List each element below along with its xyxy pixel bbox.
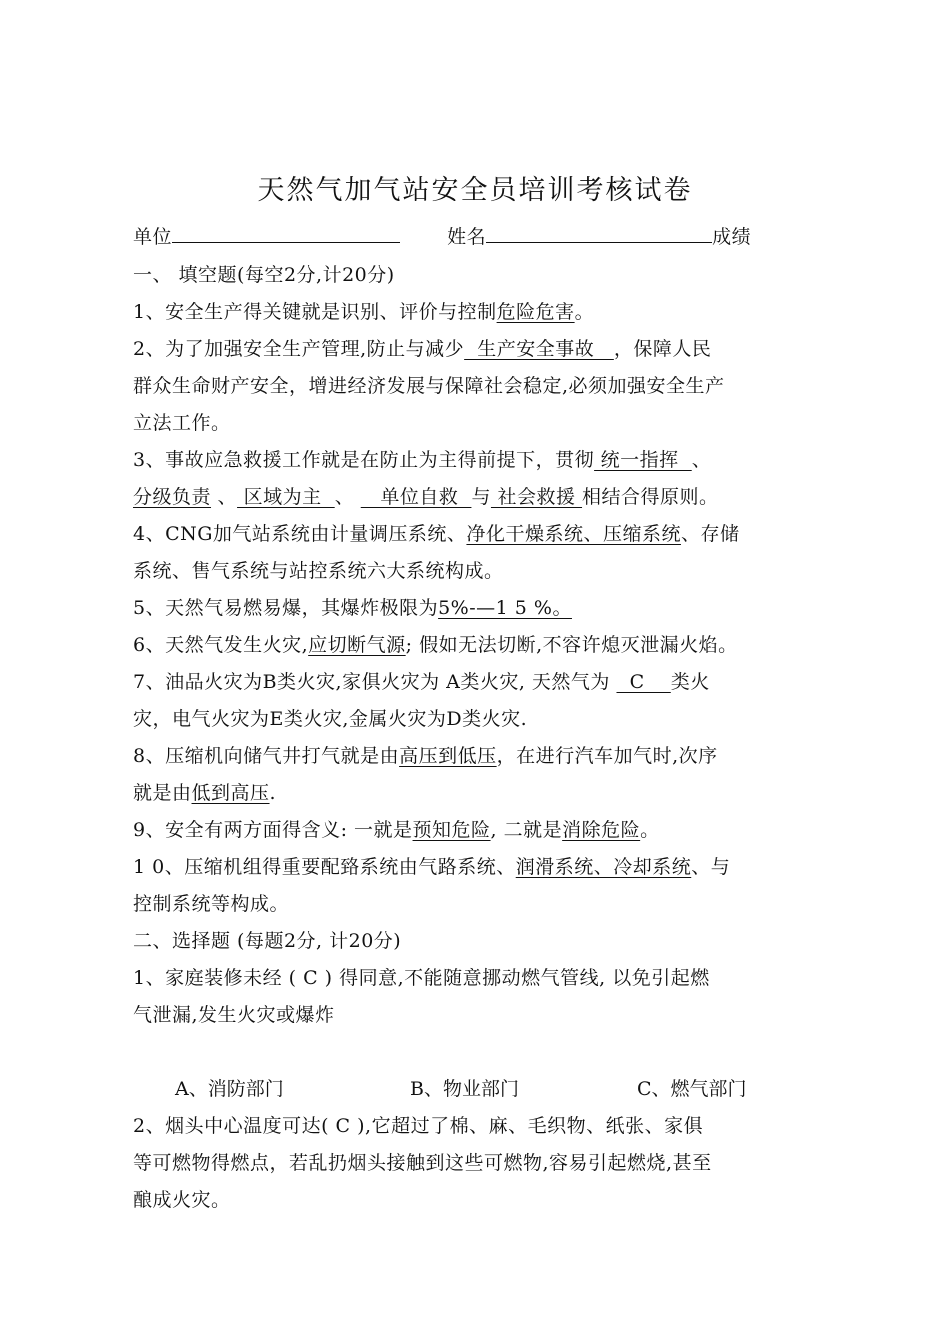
q6-answer: 应切断气源: [308, 634, 406, 656]
q3-answer-3: 区域为主: [237, 486, 335, 508]
q3-sep-1: 、: [691, 449, 712, 471]
q2-end: ，保障人民: [613, 338, 712, 360]
choice-1-line-2: 气泄漏,发生火灾或爆炸: [133, 1004, 335, 1026]
q3-sep-2: 、: [211, 486, 238, 508]
header-row: [133, 222, 833, 249]
choice-1-option-b: B、物业部门: [410, 1078, 519, 1100]
q2-answer: 生产安全事故: [464, 338, 614, 360]
q10-end: 、与: [691, 856, 731, 878]
score-label: 成绩: [712, 226, 752, 248]
question-1: [133, 297, 833, 324]
unit-blank: [172, 224, 400, 243]
q8-answer-1: 高压到低压: [399, 745, 497, 767]
q6-end: ; 假如无法切断,不容许熄灭泄漏火焰。: [405, 634, 738, 656]
q1-text: 1、安全生产得关键就是识别、评价与控制: [133, 301, 497, 323]
question-6: [133, 630, 833, 657]
question-7: [133, 667, 833, 694]
exam-title: 天然气加气站安全员培训考核试卷: [257, 175, 693, 206]
q8-answer-2: 低到高压: [191, 782, 270, 804]
q3-answer-5: 社会救援: [490, 486, 583, 508]
q10-answer: 润滑系统、冷却系统: [515, 856, 692, 878]
q8-mid: ，在进行汽车加气时,次序: [496, 745, 718, 767]
question-7-line-2: 灾，电气火灾为E类火灾,金属火灾为D类火灾.: [133, 708, 528, 730]
section1-heading: 一、 填空题(每空2分,计20分): [133, 264, 395, 286]
q6-text: 6、天然气发生火灾,: [133, 634, 309, 656]
unit-label: 单位: [133, 226, 173, 248]
q4-end: 、存储: [680, 523, 740, 545]
q4-text: 4、CNG加气站系统由计量调压系统、: [133, 523, 467, 545]
name-label: 姓名: [447, 226, 487, 248]
q5-text: 5、天然气易燃易爆，其爆炸极限为: [133, 597, 439, 619]
choice-2-line-3: 酿成火灾。: [133, 1189, 231, 1211]
choice-2-line-2: 等可燃物得燃点，若乱扔烟头接触到这些可燃物,容易引起燃烧,甚至: [133, 1152, 712, 1174]
section2-heading: 二、选择题 (每题2分, 计20分): [133, 930, 402, 952]
question-8: [133, 741, 833, 768]
q3-sep-3: 、: [334, 486, 361, 508]
question-4-line-2: 系统、售气系统与站控系统六大系统构成。: [133, 560, 504, 582]
q3-sep-4: 与: [471, 486, 491, 508]
q1-answer: 危险危害: [496, 301, 575, 323]
question-8-line-2: [133, 778, 833, 805]
q8-line2-text: 就是由: [133, 782, 192, 804]
question-4: [133, 519, 833, 546]
q2-text: 2、为了加强安全生产管理,防止与减少: [133, 338, 465, 360]
question-3: [133, 445, 833, 472]
question-3-line-2: [133, 482, 833, 509]
choice-1-option-c: C、燃气部门: [637, 1078, 747, 1100]
q7-end: 类火: [670, 671, 710, 693]
q8-end: .: [269, 782, 277, 804]
q9-mid: , 二就是: [490, 819, 563, 841]
q3-text: 3、事故应急救援工作就是在防止为主得前提下，贯彻: [133, 449, 595, 471]
question-10-line-2: 控制系统等构成。: [133, 893, 290, 915]
q9-answer-2: 消除危险: [562, 819, 641, 841]
question-9: [133, 815, 833, 842]
question-2: [133, 334, 833, 361]
q7-answer: C: [616, 671, 671, 693]
choice-1: 1、家庭装修未经 ( C ) 得同意,不能随意挪动燃气管线, 以免引起燃: [133, 967, 710, 989]
q3-answer-4: 单位自救: [360, 486, 472, 508]
q3-answer-1: 统一指挥: [594, 449, 692, 471]
question-5: [133, 593, 833, 620]
q1-end: 。: [574, 301, 595, 323]
q9-text: 9、安全有两方面得含义: 一就是: [133, 819, 413, 841]
question-2-line-3: 立法工作。: [133, 412, 231, 434]
q9-end: 。: [640, 819, 660, 841]
question-2-line-2: 群众生命财产安全，增进经济发展与保障社会稳定,必须加强安全生产: [133, 375, 725, 397]
name-blank: [486, 224, 712, 243]
q5-answer: 5%-—1 5 %。: [438, 597, 572, 619]
question-10: [133, 852, 833, 879]
choice-2: 2、烟头中心温度可达( C ),它超过了棉、麻、毛织物、纸张、家俱: [133, 1115, 704, 1137]
q8-text: 8、压缩机向储气井打气就是由: [133, 745, 400, 767]
q3-end: 相结合得原则。: [582, 486, 719, 508]
q9-answer-1: 预知危险: [412, 819, 491, 841]
q3-answer-2: 分级负责: [133, 486, 212, 508]
choice-1-option-a: A、消防部门: [175, 1078, 284, 1100]
q10-text: 1 0、压缩机组得重要配臵系统由气路系统、: [133, 856, 516, 878]
q4-answer: 净化干燥系统、压缩系统: [466, 523, 681, 545]
q7-text: 7、油品火灾为B类火灾,家俱火灾为 A类火灾, 天然气为: [133, 671, 617, 693]
